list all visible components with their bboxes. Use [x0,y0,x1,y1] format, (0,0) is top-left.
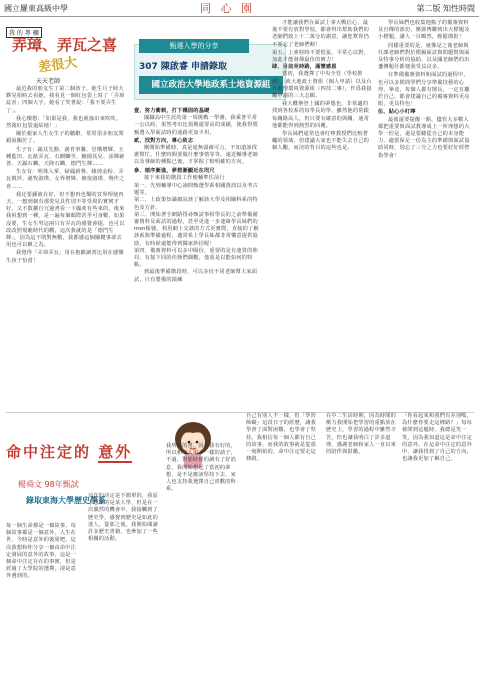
paragraph: 最近我的朋友生了第二個孩子，她生月子時大夥兒相約去看她，我看見一個紅包袋上寫了「弄璋誌喜」四個大字，她看了笑著說：「我不要弄生了」。 [6,86,125,114]
paragraph: 接下來我的階段工作便輔準往前行 [144,174,225,181]
right-col-3 [378,20,474,161]
list-item: 第五、上素特時不要慌張，平常心以對，加此才能發揮最佳的實力！ [272,49,369,64]
paragraph: 最後還要提醒一點，儘管大多數人都把重要與面試教導成上一所理想的大學一但是，還是要聽從自己的本身能力，適當保足一份為主的準備與面試協助同時，別忘了三分之力也要好好經營指學會！ [378,116,470,159]
paragraph: 當初，我選擇了中央全管（學校推薦），政大地政土資組（個人申請）以及台大地理環境資源組（四技二專），作爲我接觸申請的三大志願。 [272,71,372,100]
banner: 甄選入學的分享 [139,39,249,53]
paragraph: 剛開始準備時，真是毫無頭緒可言，不知道該找誰幫忙，什麼時間要做什麼事情等等。遠近輔導老師以及導師的種點已後，才掌握了較明確的方向。 [134,145,258,166]
paragraph: 生女有：明珠入掌、掃鳳新鶯、緣掉金粉、弄瓦徵祥、誕牧淑瑛、女界增輝、饒悅淑瑛、鶯作之喜…… [6,169,125,190]
right-col-2 [272,20,372,154]
paragraph: 同樣重要的是，就像是之後老師與任課老師們對於模擬面試與問題幫與面及特事分析的協助，以及國老師們的出盞傳題任都便我受益良多。 [378,42,470,71]
masthead: 同 心 園 [200,2,255,15]
left-title: 弄璋、弄瓦之喜 [12,36,118,54]
paragraph: 我比要鍾就在好，但不想再也鑿的冥界理使再天，一想到個有那愛兒具性別不等受現的實實才好，又不散擴自冗過書看一下國產有些來的，後來我祝想到一種，是一遍每個顏際甚至可身數，如果沒要，生女生男這兩只有弄瓦的感覺會提，也可以改改照規範時代的觀，這次我就的是「德門生輝」，因為這不則對無數，我都感這個關鍵事卻去用也可以稱之為。 [6,191,125,249]
bottom-col-2: 這次的決定是不簡單的，我原本想讀的是某大學，但是在一次偶然的機會中，我接觸到了歷史學，感覺到歷史是如此的迷人。從那之後，我開始閱讀許多歷史書籍，也參加了一些相關的活動。 [88,493,159,543]
list-item: 第二、上政策知識網站該了解該大學及相關科系的特色及方針。 [134,197,258,211]
paragraph: 我覺得「弄璋弄瓦」用在抱歉讀書比用在感慨生孩子恰當！ [6,250,124,264]
bottom-col-1: 每一個生命都是一個故事，每個故事都是一個意外，人生在世，今時是意外的後果吧。這次我想和你分享一個由命中注定發展的意外的故事，這是一個命中注定存在的事實，但是經過了大學院的選擇，卻是意外遇到的。 [6,523,77,580]
paragraph: 才能讓我們在面試上拿大戰信心。最後不要有放對學校，都會得出幫助我們的老師們致上十二萬分的謝意，讓您幫你仍不要忘了老師們喔！ [272,20,369,48]
bottom-title [6,441,132,462]
bottom-author-school: 錄取東海大學歷史學系 [26,496,106,505]
left-title-sub: 差很大 [37,55,79,76]
bottom-col-4: 自己有別人不一樣，但「學習障礙」這段日子的經歷，讓我學會了面對困難，也學會了堅持。我相信每一個人都有自己的故事，而我的故事就是從那一刻開始的，命中注定要走這條路。 [246,413,317,463]
paragraph: 學長姊們通常也會叮嚀教授們比較蒼蠅的領域，但建議大家也不能失去自己的個人觀，而決的背目的這些也是。 [272,131,369,152]
left-article [6,20,126,408]
bottom-title-main: 命中注定的 [6,443,92,461]
bottom-col-3: 我所讀的書，因為我有好的，所以和別人用不一樣的請子，不過，對那時候的讀有了好消息，我開始想起了當初的夢想，是不是應該堅持下去，家人也支持我選擇自己喜歡的科系。 [166,443,237,493]
list-item: 第四、備審資料可以多中陽份，重要的是有連貫的佈局，有接下同的佳節們偶數，他重是以能如何的特點。 [134,247,258,269]
bottom-col-5: 在中二生活時期，因為時間的壓力我開始把學習的重點放在歷史上，學習的過程中雖然辛苦，但也讓我明白了許多道理，感謝老師和家人一直以來的陪伴與鼓勵。 [326,413,397,456]
paragraph: 國職高中生涯的第一項挑戰一學測，我乘著平常一公以約，果然考出比預期還要高的成績，使我得獎甄選入學面試時的通路更加平坦。 [134,115,258,136]
bottom-author: 楊舜文 98年甄試 [18,480,79,489]
bottom-col-6: 「你看起來和我們有差別嗎，為什麼你要走這條路？」每每被問到這題時，我總是笑一笑，因為我知道這是命中注定的意外。在這命中注定的意外中，讓我找到了自己的方向，也讓我更加了解自己。 [402,413,473,463]
paragraph: 我大概辦登上國的夢想也，非常適的找到各校系的每學長的學，雖然他的常跟每關路高人，但只要有確意的與關，通常他都能得到熱烈的回覆。 [272,101,369,129]
left-author: 天天老師 [36,78,61,85]
list-item: 第三、開始著手網路授尋甄試事相學長的之前準備備審資料及面試的過程，甚至更進一步連絡學長姊們的msn帳號，利用網上交談的方式更實際，直接的了解該系與準備過程，邁常系上學長姊都非常樂意提供協助，有時候還能得到獨家妙招呢！ [134,211,259,247]
section-heading: 肆、目前亮時路，滿懷感恩 [272,64,337,71]
bottom-article [6,412,474,697]
section-heading: 伍、貼心小叮嚀 [378,109,416,116]
right-heading [134,44,286,100]
section-heading: 貳、找對方向，專心致志 [134,137,194,144]
column-tag: 我 的 專 欄 [6,27,42,38]
section-heading: 參、循序漸進，夢想漸顯近在咫尺 [134,167,215,174]
paragraph: 到最後準備階段時，可以多份不同老師幫大家面試，只有製備的演練 [134,269,258,283]
right-col-1 [134,108,262,285]
list-item: 第一、先到輔導中心詢問甄選學系相關資訊以及考古題等。 [134,183,258,197]
paragraph: 生子有：錫其先勳、誕育寧馨、堂構增輝、玉種藍田、瓦紙弄瓦、石麒麟至、楠園其兒、添輝慈善、天錫石麟、天降石麟、德門生輝…… [6,146,125,168]
right-article [132,20,474,408]
right-subtitle: 國立政治大學地政系土地資源組 [139,76,283,94]
left-body [6,86,126,266]
bottom-title-accent: 意外 [98,443,133,461]
section-heading: 壹、努力衝刺，打下穩固的基礎 [134,108,210,114]
paragraph: 我心懷想：「如果是我，我也就抽出來吹吹，然後紅包袋還給她！」 [6,115,122,130]
page-header [0,0,479,17]
school-name: 國立羅東高級中學 [4,4,68,13]
right-title: 307 陳啟睿 申請錄取 [139,62,228,72]
paragraph: 在準備備審資料和面試的過程中，也可以多問問學們分享準備技藝的心得，畢竟，每個人都有擅長，一定有屬於自己，都會建議自己的備審資料更亮眼，更具特色！ [378,72,470,108]
issue-label: 第二版 知性時間 [416,4,475,13]
paragraph: 關於親家人生女生子的聽辭，常常很多朋友問錯說關於了。 [6,131,124,145]
paragraph: 學長姊們也收集他點子的備審資料及自傳的部份，壓節博聯到出大標題及小標題，讓人一目瞭然，輕鬆簡批！ [378,20,470,41]
